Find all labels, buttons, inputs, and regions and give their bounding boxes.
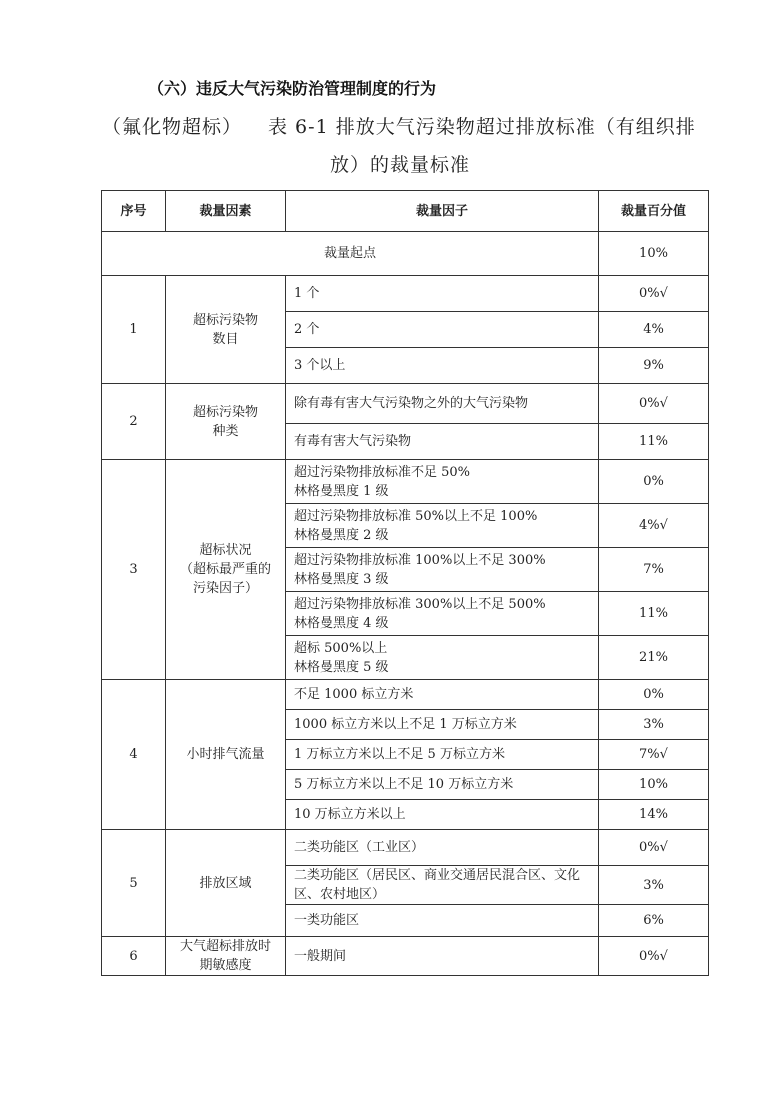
table-row <box>102 276 709 312</box>
header-pct: 裁量百分值 <box>599 191 709 232</box>
sub-factor-cell: 1 万标立方米以上不足 5 万标立方米 <box>286 740 599 770</box>
pct-cell: 11% <box>599 424 709 460</box>
seq-cell: 1 <box>102 276 166 384</box>
sub-factor-cell: 二类功能区（工业区） <box>286 830 599 866</box>
factor-cell: 小时排气流量 <box>166 680 286 830</box>
pct-cell: 9% <box>599 348 709 384</box>
pct-cell: 0% <box>599 460 709 504</box>
pct-cell: 21% <box>599 636 709 680</box>
factor-cell: 排放区域 <box>166 830 286 937</box>
start-label: 裁量起点 <box>102 232 599 276</box>
table-row <box>102 680 709 710</box>
factor-cell: 大气超标排放时 期敏感度 <box>166 937 286 976</box>
sub-factor-cell: 3 个以上 <box>286 348 599 384</box>
header-seq: 序号 <box>102 191 166 232</box>
sub-factor-cell: 超过污染物排放标准 50%以上不足 100% 林格曼黑度 2 级 <box>286 504 599 548</box>
pct-cell: 10% <box>599 770 709 800</box>
factor-cell: 超标状况 （超标最严重的 污染因子） <box>166 460 286 680</box>
pct-cell: 6% <box>599 905 709 937</box>
pct-cell: 0% <box>599 680 709 710</box>
header-factor: 裁量因素 <box>166 191 286 232</box>
sub-factor-cell: 一般期间 <box>286 937 599 976</box>
sub-factor-cell: 有毒有害大气污染物 <box>286 424 599 460</box>
header-sub: 裁量因子 <box>286 191 599 232</box>
sub-factor-cell: 二类功能区（居民区、商业交通居民混合区、文化区、农村地区） <box>286 866 599 905</box>
sub-factor-cell: 超过污染物排放标准 100%以上不足 300% 林格曼黑度 3 级 <box>286 548 599 592</box>
sub-factor-cell: 超过污染物排放标准不足 50% 林格曼黑度 1 级 <box>286 460 599 504</box>
start-row <box>102 232 709 276</box>
pct-cell: 4%√ <box>599 504 709 548</box>
sub-factor-cell: 10 万标立方米以上 <box>286 800 599 830</box>
table-header-row <box>102 191 709 232</box>
sub-factor-cell: 1000 标立方米以上不足 1 万标立方米 <box>286 710 599 740</box>
pct-cell: 7%√ <box>599 740 709 770</box>
sub-factor-cell: 超过污染物排放标准 300%以上不足 500% 林格曼黑度 4 级 <box>286 592 599 636</box>
start-pct: 10% <box>599 232 709 276</box>
pct-cell: 0%√ <box>599 384 709 424</box>
pct-cell: 3% <box>599 866 709 905</box>
section-heading: （六）违反大气污染防治管理制度的行为 <box>148 79 437 98</box>
title-prefix: （氟化物超标） <box>102 116 243 138</box>
title-main: 表 6-1 排放大气污染物超过排放标准（有组织排 <box>268 116 696 138</box>
pct-cell: 0%√ <box>599 830 709 866</box>
sub-factor-cell: 5 万标立方米以上不足 10 万标立方米 <box>286 770 599 800</box>
table-title-continued: 放）的裁量标准 <box>330 154 471 176</box>
table-title <box>102 112 696 139</box>
seq-cell: 4 <box>102 680 166 830</box>
pct-cell: 3% <box>599 710 709 740</box>
table-row <box>102 460 709 504</box>
pct-cell: 4% <box>599 312 709 348</box>
sub-factor-cell: 1 个 <box>286 276 599 312</box>
pct-cell: 0%√ <box>599 276 709 312</box>
pct-cell: 11% <box>599 592 709 636</box>
pct-cell: 14% <box>599 800 709 830</box>
seq-cell: 2 <box>102 384 166 460</box>
sub-factor-cell: 一类功能区 <box>286 905 599 937</box>
table-row <box>102 937 709 976</box>
sub-factor-cell: 超标 500%以上 林格曼黑度 5 级 <box>286 636 599 680</box>
discretion-table <box>101 190 709 976</box>
pct-cell: 0%√ <box>599 937 709 976</box>
sub-factor-cell: 2 个 <box>286 312 599 348</box>
pct-cell: 7% <box>599 548 709 592</box>
seq-cell: 3 <box>102 460 166 680</box>
factor-cell: 超标污染物 种类 <box>166 384 286 460</box>
seq-cell: 6 <box>102 937 166 976</box>
seq-cell: 5 <box>102 830 166 937</box>
table-row <box>102 384 709 424</box>
sub-factor-cell: 除有毒有害大气污染物之外的大气污染物 <box>286 384 599 424</box>
sub-factor-cell: 不足 1000 标立方米 <box>286 680 599 710</box>
table-row <box>102 830 709 866</box>
factor-cell: 超标污染物 数目 <box>166 276 286 384</box>
